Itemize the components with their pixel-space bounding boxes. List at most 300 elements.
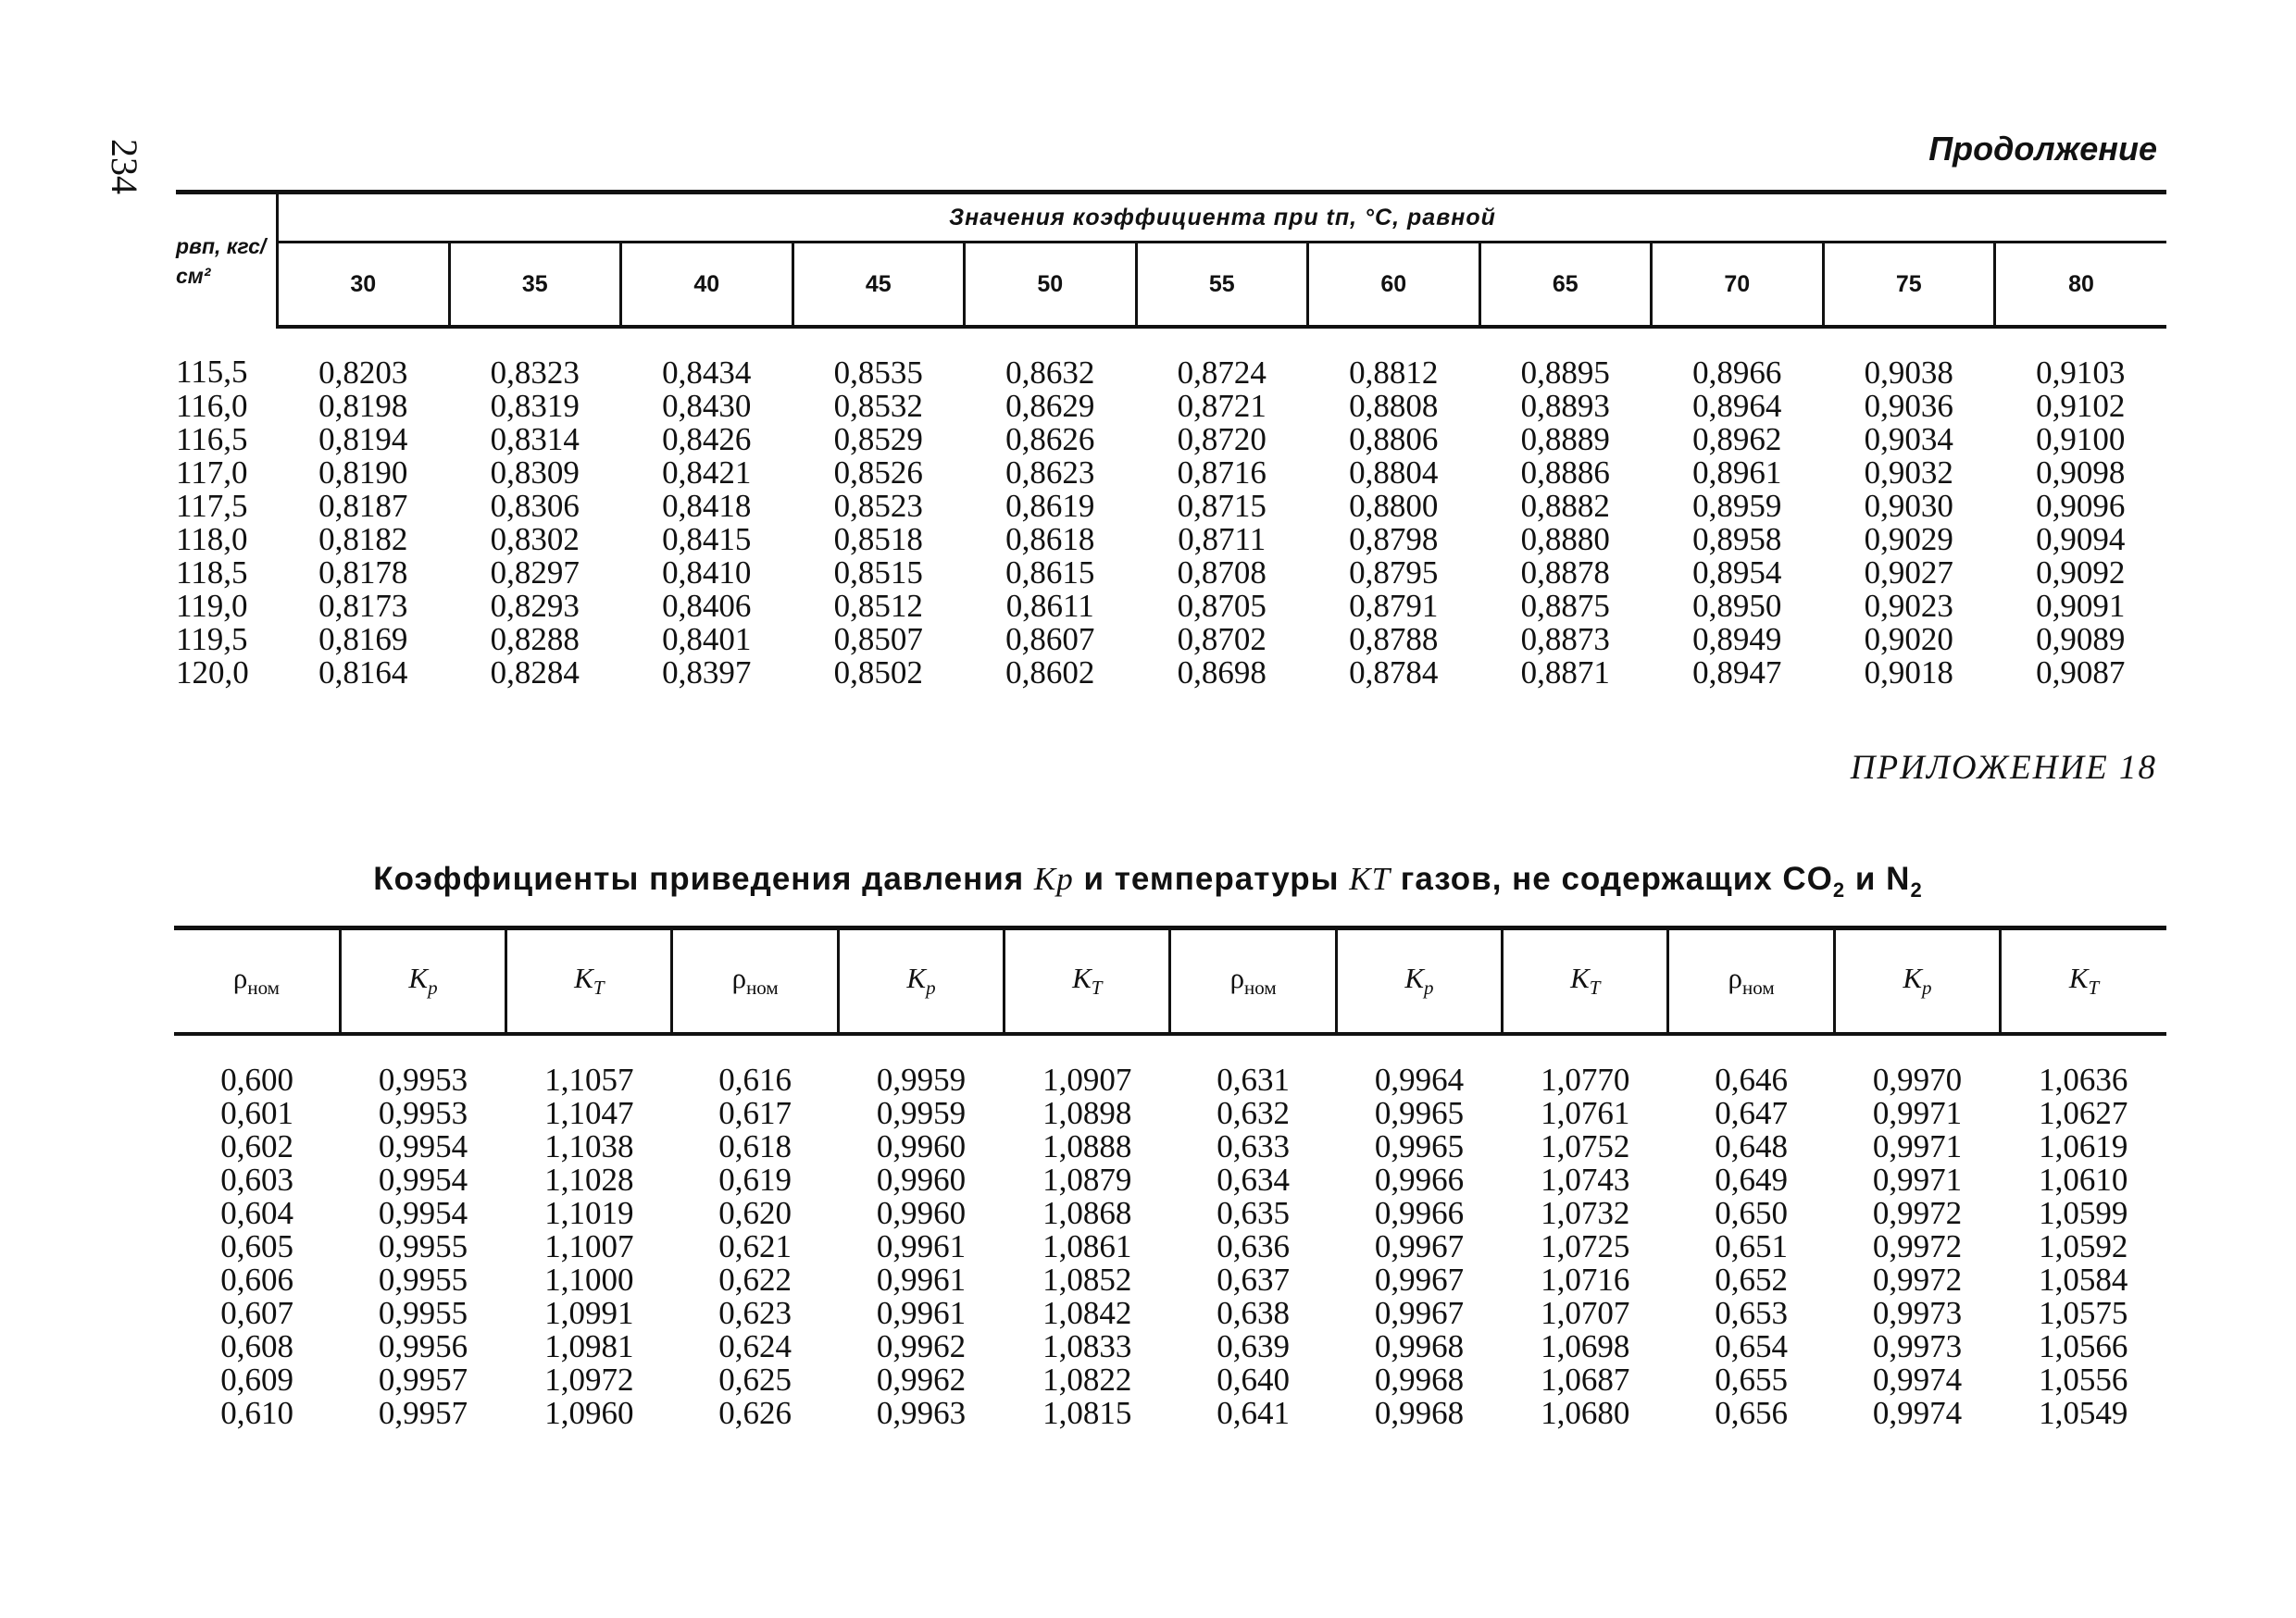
table-cell: 1,0822 [1042, 1362, 1132, 1398]
table-cell: 0,9972 [1872, 1262, 1963, 1298]
coefficient-value: 0,9020 [1864, 621, 1953, 657]
coefficient-value: 0,9038 [1864, 355, 1953, 391]
table-cell: 1,0687 [1541, 1362, 1630, 1398]
coefficient-value: 0,8529 [833, 421, 923, 457]
coefficient-value: 0,8950 [1692, 588, 1782, 624]
table-cell: 0,601 [220, 1095, 294, 1131]
table-cell: 1,1028 [544, 1162, 634, 1198]
table-cell: 0,9957 [378, 1362, 468, 1398]
coefficient-value: 0,8415 [662, 521, 752, 557]
caption-kp: Kp [1033, 861, 1074, 897]
table-cell: 1,0707 [1541, 1295, 1630, 1331]
caption-part2: и температуры [1083, 861, 1340, 897]
coefficient-value: 0,9096 [2036, 488, 2126, 524]
table-cell: 0,9968 [1374, 1328, 1465, 1364]
table-cell: 0,9963 [876, 1395, 967, 1431]
table-cell: 1,0991 [544, 1295, 634, 1331]
table-cell: 0,609 [220, 1362, 294, 1398]
table-cell: 1,0842 [1042, 1295, 1132, 1331]
coefficient-value: 0,8804 [1349, 454, 1439, 491]
pressure-value: 117,5 [176, 488, 248, 524]
caption-co2-sub: 2 [1832, 878, 1846, 902]
table-caption [0, 861, 2296, 902]
temperature-column-header: 80 [1995, 243, 2167, 328]
table-cell: 0,9959 [876, 1095, 967, 1131]
pressure-value: 120,0 [176, 654, 249, 691]
table-cell: 1,0852 [1042, 1262, 1132, 1298]
coefficient-value: 0,8949 [1692, 621, 1782, 657]
table-cell: 0,606 [220, 1262, 294, 1298]
table-cell: 0,9967 [1374, 1228, 1465, 1264]
temperature-column-header: 40 [621, 243, 793, 328]
coefficient-value: 0,8720 [1177, 421, 1267, 457]
table-cell: 0,9974 [1872, 1362, 1963, 1398]
coefficient-value: 0,8788 [1349, 621, 1439, 657]
table-row [174, 1363, 2166, 1397]
table-row [176, 423, 2166, 456]
coefficient-value: 0,8284 [490, 654, 580, 691]
table-cell: 0,619 [718, 1162, 792, 1198]
coefficient-value: 0,8795 [1349, 554, 1439, 591]
table-cell: 0,9954 [378, 1128, 468, 1164]
table-cell: 0,625 [718, 1362, 792, 1398]
table-cell: 0,9972 [1872, 1228, 1963, 1264]
coefficient-value: 0,8800 [1349, 488, 1439, 524]
column-header-symbol: K [1570, 962, 1590, 995]
coefficient-value: 0,8302 [490, 521, 580, 557]
table-cell: 1,0619 [2039, 1128, 2128, 1164]
table-cell: 0,9962 [876, 1328, 967, 1364]
coefficient-value: 0,8629 [1005, 388, 1095, 424]
table-cell: 1,0610 [2039, 1162, 2128, 1198]
table-cell: 0,620 [718, 1195, 792, 1231]
table-row [176, 327, 2166, 390]
table-cell: 1,0627 [2039, 1095, 2128, 1131]
table-row [176, 656, 2166, 690]
table-cell: 1,0752 [1541, 1128, 1630, 1164]
table-cell: 0,604 [220, 1195, 294, 1231]
caption-kt: KT [1349, 861, 1391, 897]
table-cell: 0,9961 [876, 1295, 967, 1331]
table-cell: 1,1000 [544, 1262, 634, 1298]
table-cell: 0,647 [1715, 1095, 1788, 1131]
table-cell: 1,0584 [2039, 1262, 2128, 1298]
coefficient-value: 0,8886 [1520, 454, 1610, 491]
temperature-column-header: 60 [1308, 243, 1480, 328]
column-header-subscript: p [926, 977, 936, 1000]
column-header-symbol: ρ [1229, 962, 1245, 995]
coefficient-value: 0,8721 [1177, 388, 1267, 424]
coefficient-value: 0,8626 [1005, 421, 1095, 457]
coefficient-value: 0,8705 [1177, 588, 1267, 624]
coefficient-value: 0,8724 [1177, 355, 1267, 391]
table-cell: 0,9974 [1872, 1395, 1963, 1431]
pressure-value: 115,5 [176, 354, 248, 390]
table-cell: 0,624 [718, 1328, 792, 1364]
table-cell: 1,0716 [1541, 1262, 1630, 1298]
column-header [506, 928, 672, 1035]
table-row [174, 1164, 2166, 1197]
coefficient-value: 0,8889 [1520, 421, 1610, 457]
table-cell: 1,0861 [1042, 1228, 1132, 1264]
table-cell: 0,640 [1217, 1362, 1290, 1398]
coefficient-value: 0,8173 [318, 588, 408, 624]
caption-n2: N [1886, 861, 1911, 897]
coefficient-value: 0,9032 [1864, 454, 1953, 491]
coefficient-value: 0,8966 [1692, 355, 1782, 391]
table-cell: 1,0556 [2039, 1362, 2128, 1398]
table-row [174, 1230, 2166, 1263]
coefficient-value: 0,8523 [833, 488, 923, 524]
caption-part1: Коэффициенты приведения давления [373, 861, 1025, 897]
table-cell: 0,648 [1715, 1128, 1788, 1164]
table-cell: 0,636 [1217, 1228, 1290, 1264]
table-cell: 0,626 [718, 1395, 792, 1431]
table-cell: 0,9964 [1374, 1062, 1465, 1098]
table-cell: 0,9955 [378, 1262, 468, 1298]
coefficient-value: 0,8959 [1692, 488, 1782, 524]
coefficient-value: 0,8698 [1177, 654, 1267, 691]
coefficient-value: 0,8893 [1520, 388, 1610, 424]
column-header-subscript: ном [1742, 977, 1775, 1000]
table-cell: 0,633 [1217, 1128, 1290, 1164]
table-cell: 1,0898 [1042, 1095, 1132, 1131]
coefficient-value: 0,9023 [1864, 588, 1953, 624]
coefficient-value: 0,9034 [1864, 421, 1953, 457]
coefficient-value: 0,8784 [1349, 654, 1439, 691]
table-cell: 0,631 [1217, 1062, 1290, 1098]
table-cell: 1,0743 [1541, 1162, 1630, 1198]
coefficient-value: 0,8535 [833, 355, 923, 391]
temperature-column-header: 45 [792, 243, 965, 328]
table-cell: 1,1019 [544, 1195, 634, 1231]
table-cell: 0,651 [1715, 1228, 1788, 1264]
table-cell: 0,655 [1715, 1362, 1788, 1398]
column-header-symbol: K [2068, 962, 2089, 995]
coefficient-value: 0,9029 [1864, 521, 1953, 557]
column-header [672, 928, 838, 1035]
table-cell: 0,9961 [876, 1262, 967, 1298]
coefficient-value: 0,8871 [1520, 654, 1610, 691]
table-cell: 0,9960 [876, 1162, 967, 1198]
column-header [838, 928, 1004, 1035]
table-cell: 0,9954 [378, 1162, 468, 1198]
coefficient-value: 0,8532 [833, 388, 923, 424]
column-header-subscript: p [1922, 977, 1932, 1000]
table-cell: 0,9966 [1374, 1195, 1465, 1231]
table-cell: 0,9973 [1872, 1295, 1963, 1331]
table-cell: 0,632 [1217, 1095, 1290, 1131]
table-row [174, 1034, 2166, 1097]
table-cell: 0,646 [1715, 1062, 1788, 1098]
table-cell: 1,0549 [2039, 1395, 2128, 1431]
table-row [176, 390, 2166, 423]
coefficient-value: 0,9092 [2036, 554, 2126, 591]
coefficient-value: 0,8515 [833, 554, 923, 591]
temperature-column-header: 70 [1652, 243, 1824, 328]
coefficient-value: 0,8702 [1177, 621, 1267, 657]
coefficient-value: 0,8962 [1692, 421, 1782, 457]
coefficient-table [176, 190, 2166, 690]
column-header-subscript: ном [1244, 977, 1277, 1000]
coefficient-value: 0,9027 [1864, 554, 1953, 591]
pressure-value: 119,0 [176, 588, 248, 624]
coefficient-value: 0,8611 [1005, 588, 1094, 624]
column-header-symbol: K [574, 962, 593, 995]
coefficient-value: 0,8319 [490, 388, 580, 424]
coefficient-value: 0,8401 [662, 621, 752, 657]
table-cell: 0,639 [1217, 1328, 1290, 1364]
coefficient-value: 0,8526 [833, 454, 923, 491]
table-cell: 1,0566 [2039, 1328, 2128, 1364]
table-cell: 0,9967 [1374, 1295, 1465, 1331]
table-cell: 0,602 [220, 1128, 294, 1164]
table-cell: 0,605 [220, 1228, 294, 1264]
temperature-column-header: 65 [1479, 243, 1652, 328]
caption-and: и [1854, 861, 1877, 897]
column-header [174, 928, 340, 1035]
table-cell: 1,0680 [1541, 1395, 1630, 1431]
coefficient-value: 0,8618 [1005, 521, 1095, 557]
column-header-subscript: p [1424, 977, 1434, 1000]
table-cell: 0,9971 [1872, 1128, 1963, 1164]
coefficient-value: 0,9098 [2036, 454, 2126, 491]
table-cell: 0,9972 [1872, 1195, 1963, 1231]
table-cell: 1,1047 [544, 1095, 634, 1131]
continuation-label: Продолжение [1928, 130, 2157, 168]
coefficient-value: 0,8309 [490, 454, 580, 491]
coefficient-value: 0,8947 [1692, 654, 1782, 691]
table-cell: 0,9966 [1374, 1162, 1465, 1198]
table-cell: 0,610 [220, 1395, 294, 1431]
table-cell: 1,1057 [544, 1062, 634, 1098]
temperature-span-header: Значения коэффициента при tп, °С, равной [278, 193, 2167, 243]
table-cell: 0,616 [718, 1062, 792, 1098]
table-cell: 0,9971 [1872, 1095, 1963, 1131]
column-header-subscript: ном [247, 977, 280, 1000]
table-cell: 0,9953 [378, 1062, 468, 1098]
coefficient-value: 0,8397 [662, 654, 752, 691]
coefficient-value: 0,8194 [318, 421, 408, 457]
coefficient-value: 0,9091 [2036, 588, 2126, 624]
caption-n2-sub: 2 [1910, 878, 1923, 902]
coefficient-value: 0,8615 [1005, 554, 1095, 591]
coefficient-value: 0,8964 [1692, 388, 1782, 424]
coefficient-value: 0,8297 [490, 554, 580, 591]
table-cell: 1,0960 [544, 1395, 634, 1431]
table-cell: 1,0868 [1042, 1195, 1132, 1231]
coefficient-value: 0,9036 [1864, 388, 1953, 424]
table-row [176, 523, 2166, 556]
coefficient-value: 0,9103 [2036, 355, 2126, 391]
caption-part3: газов, не содержащих [1400, 861, 1773, 897]
coefficient-value: 0,8198 [318, 388, 408, 424]
column-header-symbol: K [1072, 962, 1092, 995]
table-cell: 0,9955 [378, 1295, 468, 1331]
coefficient-value: 0,8716 [1177, 454, 1267, 491]
table-cell: 0,9971 [1872, 1162, 1963, 1198]
coefficient-value: 0,8434 [662, 355, 752, 391]
column-header [1834, 928, 2000, 1035]
column-header-subscript: T [1091, 977, 1103, 1000]
coefficient-value: 0,8190 [318, 454, 408, 491]
coefficient-value: 0,8812 [1349, 355, 1439, 391]
page-number: 234 [104, 139, 145, 194]
column-header-symbol: ρ [1728, 962, 1743, 995]
table-cell: 1,0575 [2039, 1295, 2128, 1331]
column-header [1503, 928, 1668, 1035]
pressure-column-header: pвп, кгс/см² [176, 193, 278, 328]
table-cell: 0,9968 [1374, 1395, 1465, 1431]
table-cell: 1,0761 [1541, 1095, 1630, 1131]
coefficient-value: 0,8954 [1692, 554, 1782, 591]
table-cell: 0,9973 [1872, 1328, 1963, 1364]
table-cell: 0,653 [1715, 1295, 1788, 1331]
column-header [1170, 928, 1336, 1035]
table-cell: 0,9961 [876, 1228, 967, 1264]
temperature-column-header: 30 [278, 243, 450, 328]
column-header-symbol: K [906, 962, 927, 995]
coefficient-value: 0,9102 [2036, 388, 2126, 424]
coefficient-value: 0,8806 [1349, 421, 1439, 457]
table-cell: 1,0981 [544, 1328, 634, 1364]
column-header-symbol: K [1404, 962, 1425, 995]
pressure-value: 116,5 [176, 421, 248, 457]
table-cell: 0,608 [220, 1328, 294, 1364]
column-header [340, 928, 505, 1035]
coefficient-value: 0,8507 [833, 621, 923, 657]
coefficient-value: 0,8875 [1520, 588, 1610, 624]
coefficient-value: 0,8715 [1177, 488, 1267, 524]
table-cell: 0,9967 [1374, 1262, 1465, 1298]
coefficient-value: 0,8512 [833, 588, 923, 624]
coefficient-value: 0,8602 [1005, 654, 1095, 691]
coefficient-value: 0,8632 [1005, 355, 1095, 391]
table-cell: 1,0636 [2039, 1062, 2128, 1098]
column-header-symbol: K [408, 962, 429, 995]
coefficient-value: 0,8323 [490, 355, 580, 391]
table-cell: 0,652 [1715, 1262, 1788, 1298]
column-header-subscript: T [1589, 977, 1601, 1000]
table-cell: 0,9960 [876, 1128, 967, 1164]
column-header-subscript: ном [746, 977, 779, 1000]
table-cell: 0,635 [1217, 1195, 1290, 1231]
coefficient-value: 0,8502 [833, 654, 923, 691]
table-cell: 0,623 [718, 1295, 792, 1331]
table-cell: 1,0879 [1042, 1162, 1132, 1198]
table-cell: 0,637 [1217, 1262, 1290, 1298]
pressure-value: 118,5 [176, 554, 248, 591]
temperature-column-header: 75 [1823, 243, 1995, 328]
coefficient-value: 0,8314 [490, 421, 580, 457]
table-row [174, 1197, 2166, 1230]
coefficient-value: 0,8808 [1349, 388, 1439, 424]
table-row [176, 456, 2166, 490]
caption-co2: CO [1782, 861, 1833, 897]
table-cell: 1,0972 [544, 1362, 634, 1398]
coefficient-value: 0,8711 [1178, 521, 1267, 557]
coefficient-value: 0,8961 [1692, 454, 1782, 491]
coefficient-value: 0,8182 [318, 521, 408, 557]
table-cell: 0,656 [1715, 1395, 1788, 1431]
table-cell: 0,650 [1715, 1195, 1788, 1231]
table-row [176, 490, 2166, 523]
table-cell: 1,0907 [1042, 1062, 1132, 1098]
coefficient-value: 0,8418 [662, 488, 752, 524]
coefficient-value: 0,8873 [1520, 621, 1610, 657]
coefficient-value: 0,9018 [1864, 654, 1953, 691]
table-cell: 0,9960 [876, 1195, 967, 1231]
temperature-column-header: 35 [449, 243, 621, 328]
table-cell: 1,0599 [2039, 1195, 2128, 1231]
pressure-value: 116,0 [176, 388, 248, 424]
table-cell: 1,1007 [544, 1228, 634, 1264]
table-row [174, 1297, 2166, 1330]
reduction-coefficients-table [174, 926, 2166, 1430]
table-cell: 0,617 [718, 1095, 792, 1131]
table-row [174, 1130, 2166, 1164]
table-row [174, 1097, 2166, 1130]
table-row [174, 1263, 2166, 1297]
table-cell: 0,9955 [378, 1228, 468, 1264]
coefficient-value: 0,8426 [662, 421, 752, 457]
appendix-title: ПРИЛОЖЕНИЕ 18 [1850, 749, 2157, 787]
coefficient-value: 0,8293 [490, 588, 580, 624]
table-cell: 0,9965 [1374, 1095, 1465, 1131]
table-cell: 1,0698 [1541, 1328, 1630, 1364]
table-cell: 0,9957 [378, 1395, 468, 1431]
table-cell: 1,0732 [1541, 1195, 1630, 1231]
pressure-value: 119,5 [176, 621, 248, 657]
table-row [176, 623, 2166, 656]
table-cell: 0,9954 [378, 1195, 468, 1231]
coefficient-value: 0,8169 [318, 621, 408, 657]
table-cell: 0,607 [220, 1295, 294, 1331]
coefficient-value: 0,8882 [1520, 488, 1610, 524]
table-cell: 1,0833 [1042, 1328, 1132, 1364]
column-header-symbol: ρ [232, 962, 248, 995]
table-cell: 0,9956 [378, 1328, 468, 1364]
table-cell: 0,9965 [1374, 1128, 1465, 1164]
column-header-subscript: T [593, 977, 605, 1000]
coefficient-value: 0,8430 [662, 388, 752, 424]
column-header-subscript: T [2088, 977, 2100, 1000]
coefficient-value: 0,8410 [662, 554, 752, 591]
column-header [1668, 928, 1834, 1035]
table-cell: 0,654 [1715, 1328, 1788, 1364]
table-cell: 1,1038 [544, 1128, 634, 1164]
coefficient-value: 0,9100 [2036, 421, 2126, 457]
table-cell: 1,0725 [1541, 1228, 1630, 1264]
table-row [174, 1397, 2166, 1430]
table-row [174, 1330, 2166, 1363]
coefficient-value: 0,8187 [318, 488, 408, 524]
coefficient-value: 0,8791 [1349, 588, 1439, 624]
coefficient-value: 0,8880 [1520, 521, 1610, 557]
pressure-value: 117,0 [176, 454, 248, 491]
coefficient-value: 0,8607 [1005, 621, 1095, 657]
coefficient-value: 0,8203 [318, 355, 408, 391]
coefficient-value: 0,9087 [2036, 654, 2126, 691]
table-cell: 1,0888 [1042, 1128, 1132, 1164]
coefficient-value: 0,8895 [1520, 355, 1610, 391]
table-cell: 0,9968 [1374, 1362, 1465, 1398]
column-header-symbol: ρ [731, 962, 747, 995]
table-cell: 1,0815 [1042, 1395, 1132, 1431]
table-cell: 0,621 [718, 1228, 792, 1264]
coefficient-value: 0,9089 [2036, 621, 2126, 657]
coefficient-value: 0,8958 [1692, 521, 1782, 557]
